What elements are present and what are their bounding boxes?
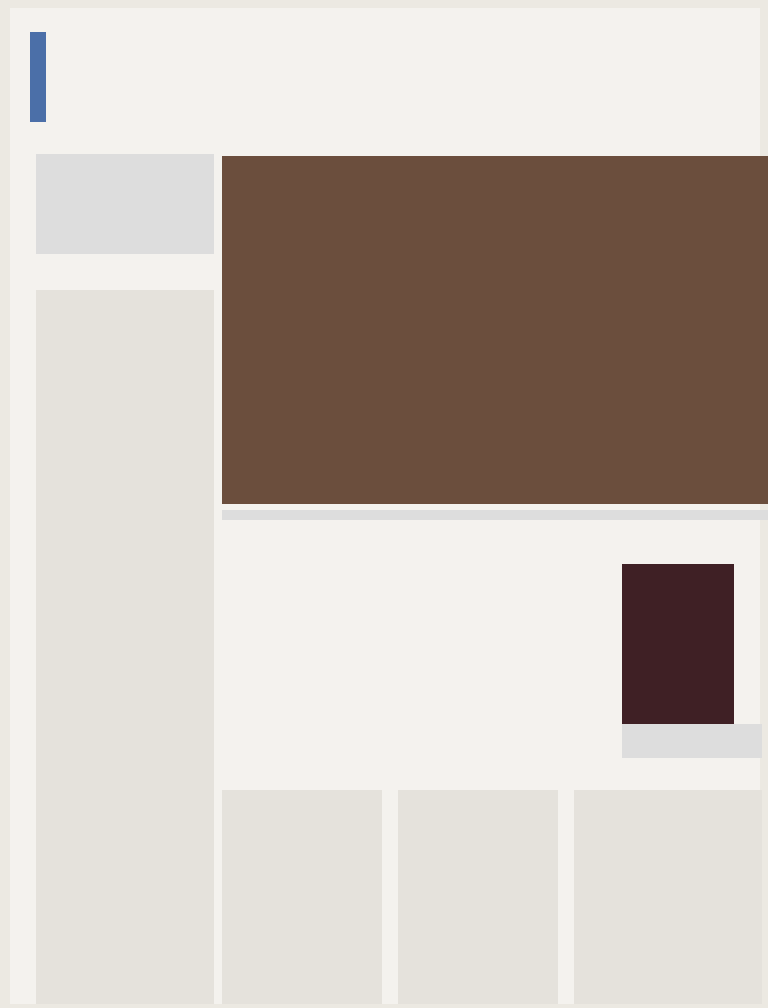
body-column-1	[36, 290, 214, 1004]
photo-caption	[222, 510, 768, 520]
body-column-3	[398, 790, 558, 1004]
author-photo	[222, 156, 768, 504]
body-column-2	[222, 790, 382, 1004]
body-column-4	[574, 790, 762, 1004]
book-cover	[622, 564, 734, 724]
newspaper-page	[10, 8, 760, 1004]
book-info	[622, 724, 762, 758]
section-tag	[30, 32, 46, 122]
intro-text	[36, 154, 214, 254]
